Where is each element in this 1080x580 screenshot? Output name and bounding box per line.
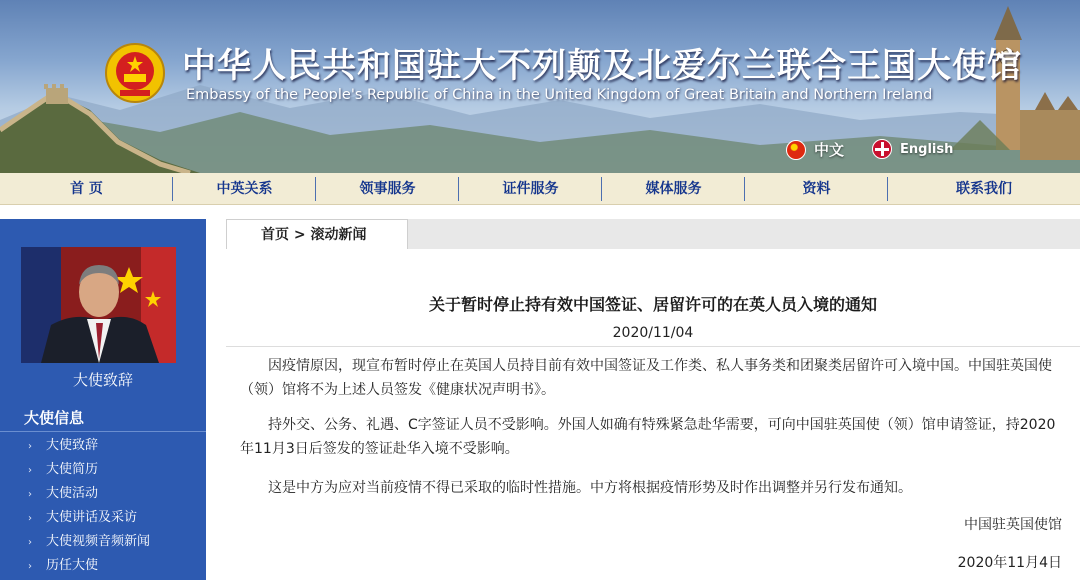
china-flag-icon — [786, 140, 806, 160]
ambassador-portrait[interactable] — [21, 247, 176, 363]
sidebar-item-label: 大使简历 — [46, 462, 99, 477]
main-nav — [0, 173, 1080, 205]
sidebar — [0, 219, 206, 580]
sidebar-item-av-news[interactable] — [28, 530, 150, 554]
sidebar-item-former-ambassadors[interactable] — [28, 554, 150, 578]
nav-media-services[interactable]: 媒体服务 — [602, 173, 745, 205]
chevron-right-icon: › — [28, 441, 32, 452]
site-title-zh: 中华人民共和国驻大不列颠及北爱尔兰联合王国大使馆 — [182, 46, 1022, 86]
sidebar-item-activities[interactable] — [28, 482, 150, 506]
ambassador-speech-link[interactable]: 大使致辞 — [72, 371, 133, 389]
chevron-right-icon: › — [28, 465, 32, 476]
nav-home[interactable]: 首 页 — [0, 173, 173, 205]
article-divider — [226, 346, 1080, 347]
chevron-right-icon: › — [28, 561, 32, 572]
nav-china-uk-relations[interactable]: 中英关系 — [173, 173, 316, 205]
lang-switch-zh[interactable] — [786, 139, 844, 160]
article-date: 2020/11/04 — [612, 325, 694, 341]
sidebar-item-label: 大使讲话及采访 — [46, 510, 138, 525]
lang-en-label: English — [900, 141, 954, 157]
article-paragraph-2: 持外交、公务、礼遇、C字签证人员不受影响。外国人如确有特殊紧急赴华需要，可向中国驻英国使（领）馆申请签证，持2020年11月3日后签发的签证赴华入境不受影响。 — [240, 417, 1056, 457]
nav-consular-services[interactable]: 领事服务 — [316, 173, 459, 205]
chevron-right-icon: › — [28, 537, 32, 548]
site-title-en: Embassy of the People's Republic of China in the United Kingdom of Great Britain and Northern Ireland — [186, 87, 933, 103]
sidebar-item-speeches-interviews[interactable] — [28, 506, 150, 530]
sidebar-item-speech[interactable] — [28, 434, 150, 458]
sidebar-item-label: 大使视频音频新闻 — [46, 534, 151, 549]
national-emblem-icon — [104, 42, 166, 104]
sidebar-section-title: 大使信息 — [24, 409, 85, 427]
sidebar-item-label: 大使活动 — [46, 486, 99, 501]
breadcrumb-separator: > — [289, 227, 311, 243]
article-title: 关于暂时停止持有效中国签证、居留许可的在英人员入境的通知 — [428, 295, 877, 314]
breadcrumb-home[interactable]: 首页 — [261, 227, 289, 243]
article-paragraph-1: 因疫情原因，现宣布暂时停止在英国人员持目前有效中国签证及工作类、私人事务类和团聚类居留许可入境中国。中国驻英国使（领）馆将不为上述人员签发《健康状况声明书》。 — [240, 358, 1052, 398]
sidebar-item-biography[interactable] — [28, 458, 150, 482]
nav-contact-us[interactable]: 联系我们 — [956, 181, 1012, 197]
breadcrumb — [226, 219, 408, 249]
nav-document-services[interactable]: 证件服务 — [459, 173, 602, 205]
article-paragraph-3: 这是中方为应对当前疫情不得已采取的临时性措施。中方将根据疫情形势及时作出调整并另行发布通知。 — [268, 480, 912, 496]
sidebar-list — [28, 434, 150, 578]
uk-flag-icon — [872, 139, 892, 159]
lang-zh-label: 中文 — [814, 141, 845, 159]
chevron-right-icon: › — [28, 489, 32, 500]
article-signature: 中国驻英国使馆 — [964, 517, 1062, 533]
site-banner — [0, 0, 1080, 173]
article-sign-date: 2020年11月4日 — [957, 555, 1062, 571]
breadcrumb-current[interactable]: 滚动新闻 — [310, 227, 367, 243]
lang-switch-en[interactable] — [872, 139, 953, 159]
nav-resources[interactable]: 资料 — [745, 173, 888, 205]
chevron-right-icon: › — [28, 513, 32, 524]
sidebar-item-label: 历任大使 — [46, 558, 99, 573]
sidebar-item-label: 大使致辞 — [46, 438, 99, 453]
sidebar-divider — [0, 431, 206, 432]
